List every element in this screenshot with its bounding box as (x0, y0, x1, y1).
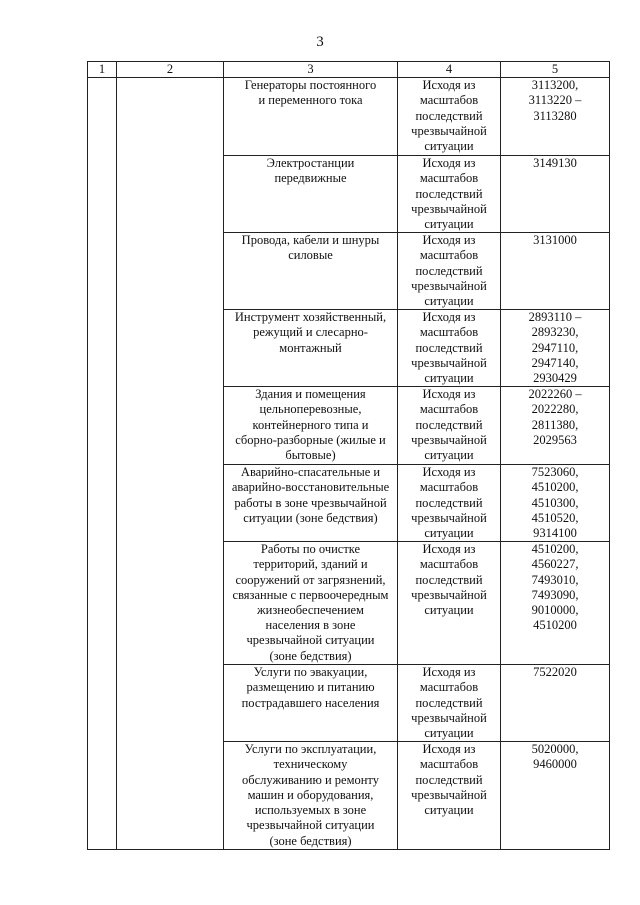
merged-col-1 (88, 78, 117, 850)
quantity-basis: Исходя из масштабов последствий чрезвычайной ситуации (411, 542, 487, 618)
quantity-basis: Исходя из масштабов последствий чрезвычайной ситуации (411, 78, 487, 154)
table-header-row (88, 62, 610, 78)
okdp-codes: 7523060, 4510200, 4510300, 4510520, 9314100 (531, 465, 579, 541)
okdp-codes: 3113200, 3113220 – 3113280 (528, 78, 582, 123)
okdp-codes: 3149130 (533, 156, 577, 171)
okdp-codes: 2022260 – 2022280, 2811380, 2029563 (528, 387, 582, 447)
quantity-basis: Исходя из масштабов последствий чрезвычайной ситуации (411, 665, 487, 741)
quantity-basis: Исходя из масштабов последствий чрезвычайной ситуации (411, 233, 487, 309)
resource-name: Работы по очистке территорий, зданий и сооружений от загрязнений, связанные с первоочередным жизнеобеспечением населения в зоне чрезвычайной ситуации (зоне бедствия) (232, 542, 389, 663)
header-col-2: 2 (117, 62, 224, 78)
okdp-codes: 7522020 (533, 665, 577, 680)
quantity-basis: Исходя из масштабов последствий чрезвычайной ситуации (411, 310, 487, 386)
resource-name: Услуги по эксплуатации, техническому обслуживанию и ремонту машин и оборудования, используемых в зоне чрезвычайной ситуации (зоне бедствия) (242, 742, 379, 848)
page-number: 3 (316, 34, 324, 50)
quantity-basis: Исходя из масштабов последствий чрезвычайной ситуации (411, 465, 487, 541)
resource-name: Инструмент хозяйственный, режущий и слесарно- монтажный (234, 310, 387, 355)
header-col-4: 4 (398, 62, 501, 78)
okdp-codes: 4510200, 4560227, 7493010, 7493090, 9010000, 4510200 (531, 542, 579, 633)
resource-name: Аварийно-спасательные и аварийно-восстановительные работы в зоне чрезвычайной ситуации (зоне бедствия) (231, 465, 390, 525)
okdp-codes: 3131000 (533, 233, 577, 248)
resource-name: Здания и помещения цельноперевозные, контейнерного типа и сборно-разборные (жилые и бытовые) (235, 387, 386, 463)
okdp-codes: 5020000, 9460000 (531, 742, 579, 772)
header-col-1: 1 (88, 62, 117, 78)
header-col-3: 3 (224, 62, 398, 78)
resource-name: Электростанции передвижные (266, 156, 355, 186)
quantity-basis: Исходя из масштабов последствий чрезвычайной ситуации (411, 387, 487, 463)
resource-name: Услуги по эвакуации, размещению и питанию пострадавшего населения (241, 665, 380, 710)
merged-col-2 (117, 78, 224, 850)
resource-name: Провода, кабели и шнуры силовые (241, 233, 380, 263)
quantity-basis: Исходя из масштабов последствий чрезвычайной ситуации (411, 156, 487, 232)
resource-name: Генераторы постоянного и переменного тока (244, 78, 377, 108)
quantity-basis: Исходя из масштабов последствий чрезвычайной ситуации (411, 742, 487, 818)
table-row (88, 78, 610, 156)
requirements-table (87, 61, 610, 850)
okdp-codes: 2893110 – 2893230, 2947110, 2947140, 2930429 (528, 310, 582, 386)
header-col-5: 5 (501, 62, 610, 78)
